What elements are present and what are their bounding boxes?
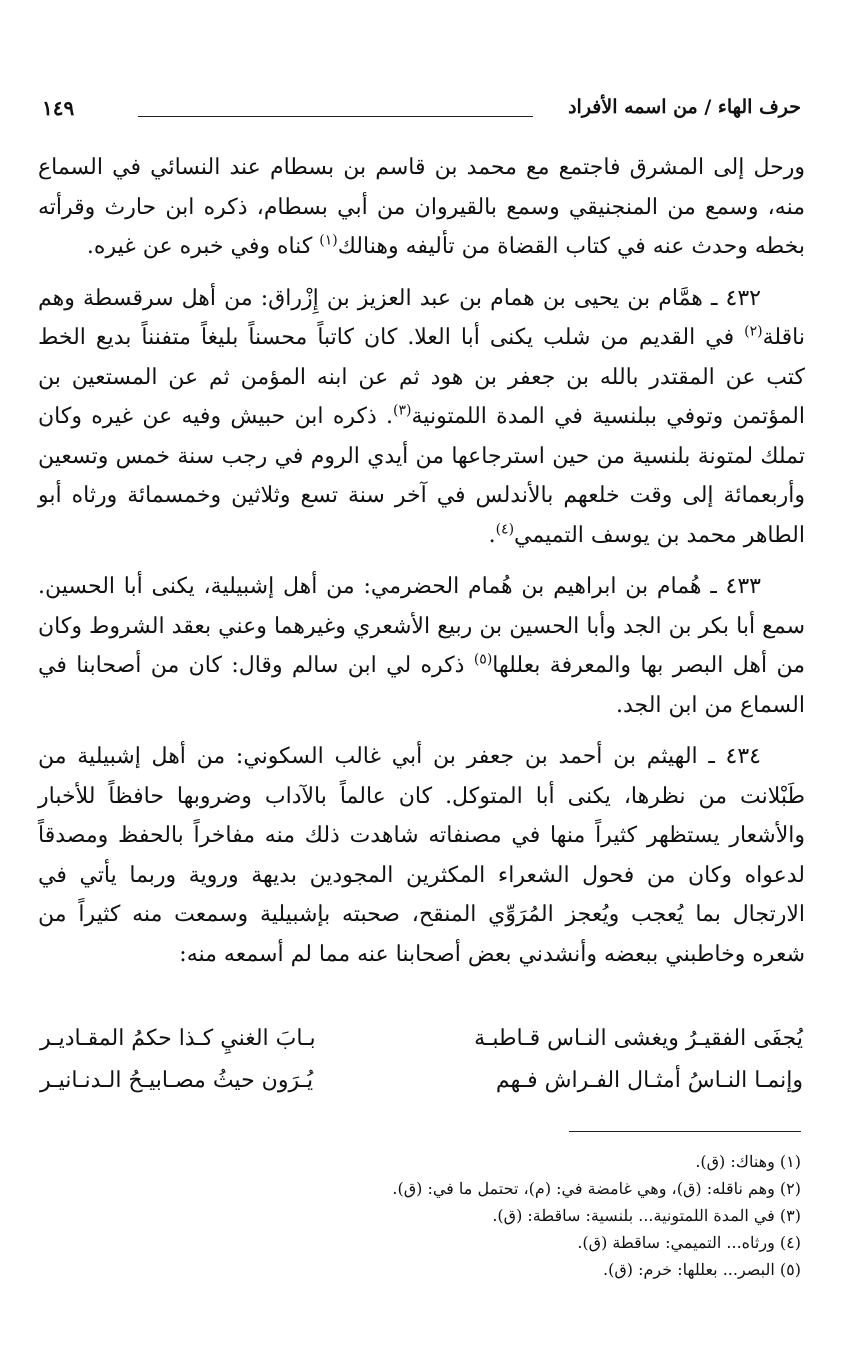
running-header <box>42 96 801 130</box>
page-number: ١٤٩ <box>42 96 75 120</box>
footnote-ref-3: (٣) <box>393 402 412 419</box>
footnote-3: (٣) في المدة اللمتونية... بلنسية: ساقطة: (ق). <box>492 1206 801 1225</box>
footnote-2: (٢) وهم ناقله: (ق)، وهي غامضة في: (م)، تحتمل ما في: (ق). <box>392 1179 801 1198</box>
verse-first-hemistich: وإنمـا النـاسُ أمثـال الفـراش فـهم <box>495 1068 803 1093</box>
verse-first-hemistich: يُجفَى الفقيـرُ ويغشى النـاس قـاطبـة <box>474 1026 803 1051</box>
footnote-ref-4: (٤) <box>495 521 515 538</box>
footnotes <box>60 1148 801 1283</box>
header-title: حرف الهاء / من اسمه الأفراد <box>568 96 801 118</box>
footnote-1: (١) وهناك: (ق). <box>695 1152 801 1171</box>
entry-text: ذكره لي ابن سالم وقال: كان من أصحابنا في السماع من ابن الجد. <box>38 653 805 718</box>
entry-433 <box>38 567 805 725</box>
main-text <box>38 148 805 974</box>
entry-text: ٤٣٤ ـ الهيثم بن أحمد بن جعفر بن أبي غالب السكوني: من أهل إشبيلية من طَبْلانت من نظرها، يكنى أبا المتوكل. كان عالماً بالآداب وضروبها حافظاً للأخبار والأشعار يستظهر كثيراً منها في مصنفاته شاهدت ذلك منه مفاخراً بالحفظ ومصدقاً لدعواه وكان من فحول الشعراء المكثرين المجودين بديهة وروية وربما يأتي في الارتجال بما يُعجب ويُعجز المُرَوِّي المنقح، صحبته بإشبيلية وسمعت منه كثيراً من شعره وخاطبني ببعضه وأنشدني بعض أصحابنا عنه مما لم أسمعه منه: <box>38 744 805 967</box>
verse-second-hemistich: بـابَ الغنيِ كـذا حكمُ المقـاديـر <box>40 1026 316 1051</box>
entry-text: . <box>488 522 496 548</box>
poem-verse <box>40 1026 803 1068</box>
entry-432 <box>38 279 805 556</box>
entry-text: . ذكره ابن حبيش وفيه عن غيره وكان تملك لمتونة بلنسية من حين استرجاعها من أيدي الروم في رجب سنة خمس وتسعين وأربعمائة إلى وقت خلعهم بالأندلس في آخر سنة تسع وثلاثين وخمسمائة ورثاه أبو الطاهر محمد بن يوسف التميمي <box>38 404 805 548</box>
paragraph-text: ورحل إلى المشرق فاجتمع مع محمد بن قاسم بن بسطام عند النسائي في السماع منه، وسمع من المنجنيقي وسمع بالقيروان من أبي بسطام، ذكره ابن حارث وقرأته بخطه وحدث عنه في كتاب القضاة من تأليفه وهنالك <box>38 155 805 259</box>
entry-text: في القديم من شلب يكنى أبا العلا. كان كاتباً محسناً بليغاً متفنناً بديع الخط كتب عن المقتدر بالله بن جعفر بن هود ثم عن ابنه المؤمن ثم عن المستعين بن المؤتمن وتوفي ببلنسية في المدة اللمتونية <box>38 325 805 429</box>
footnote-5: (٥) البصر... بعللها: خرم: (ق). <box>603 1260 801 1279</box>
footnote-ref-1: (١) <box>319 232 338 249</box>
entry-text: ٤٣٣ ـ هُمام بن ابراهيم بن هُمام الحضرمي: من أهل إشبيلية، يكنى أبا الحسين. سمع أبا بكر بن الجد وأبا الحسين بن ربيع الأشعري وغيرهما وعني بعقد الشروط وكان من أهل البصر بها والمعرفة بعللها <box>38 574 805 678</box>
footnote-ref-5: (٥) <box>473 651 493 668</box>
poem <box>40 1026 803 1110</box>
footnote-4: (٤) ورثاه... التميمي: ساقطة (ق). <box>577 1233 801 1252</box>
paragraph-continuation <box>38 148 805 267</box>
verse-second-hemistich: يُـرَون حيثُ مصـابيـحُ الـدنـانيـر <box>40 1068 314 1093</box>
paragraph-text-tail: كناه وفي خبره عن غيره. <box>86 234 320 259</box>
entry-434 <box>38 737 805 974</box>
footnote-separator <box>569 1131 801 1132</box>
poem-verse <box>40 1068 803 1110</box>
entry-text: ٤٣٢ ـ همَّام بن يحيى بن همام بن عبد العزيز بن إِزْراق: من أهل سرقسطة وهم ناقلة <box>38 285 805 350</box>
header-rule <box>138 116 533 117</box>
footnote-ref-2: (٢) <box>744 323 763 340</box>
